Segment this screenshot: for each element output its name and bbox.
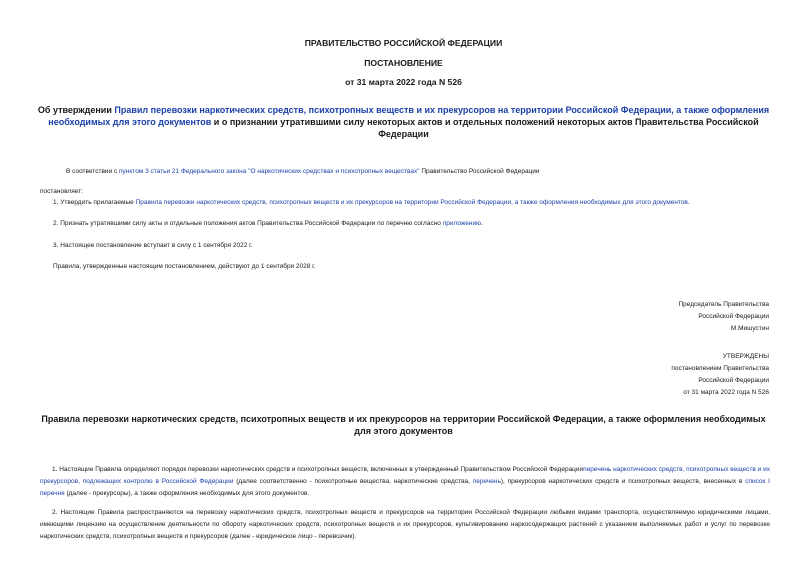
- federal-law-link[interactable]: пунктом 3 статьи 21 Федерального закона "О наркотических средствах и психотропных веществах": [119, 168, 420, 175]
- preamble: В соответствии с пунктом 3 статьи 21 Федерального закона "О наркотических средствах и психотропных веществах" Правительство Российской Федерации: [66, 168, 540, 175]
- validity-note: Правила, утвержденные настоящим постановлением, действуют до 1 сентября 2028 г.: [53, 263, 316, 270]
- decree-title-rules-link[interactable]: Правил перевозки наркотических средств, психотропных веществ и их прекурсоров на территории Российской Федерации, а также оформления необходимых для этого документов: [48, 105, 770, 127]
- rules-link[interactable]: Правила перевозки наркотических средств, психотропных веществ и их прекурсоров на территории Российской Федерации, а также оформления необходимых для этого документов: [135, 199, 688, 206]
- item-3: 3. Настоящее постановление вступает в силу с 1 сентября 2022 г.: [53, 242, 253, 249]
- approved-block: УТВЕРЖДЕНЫ постановлением Правительства Российской Федерации от 31 марта 2022 года N 526: [671, 353, 769, 396]
- rules-title: Правила перевозки наркотических средств, психотропных веществ и их прекурсоров на территории Российской Федерации, а также оформления необходимых для этого документов: [41, 414, 766, 436]
- signature-country: Российской Федерации: [698, 313, 769, 320]
- list-one-link[interactable]: список I перечня: [40, 477, 770, 497]
- header-date: от 31 марта 2022 года N 526: [345, 77, 462, 87]
- rules-para-2: 2. Настоящие Правила распространяются на перевозку наркотических средств, психотропных веществ и прекурсоров на территории Российской Федерации любыми видами транспорта, осуществляемую юридическими лицами, имеющими лицензию на осуществление деятельности по обороту наркотических средств, психотропных веществ и их прекурсоров, культивированию наркосодержащих растений с указанием выполняемых работ и услуг по перевозке наркотических средств, психотропных веществ и прекурсоров (далее - юридическое лицо - перевозчик).: [40, 509, 770, 540]
- header-doc-type: ПОСТАНОВЛЕНИЕ: [364, 58, 443, 68]
- postanovlyaet-label: постановляет:: [40, 188, 83, 195]
- signature-position: Председатель Правительства: [678, 301, 769, 308]
- approved-label: УТВЕРЖДЕНЫ: [722, 353, 769, 360]
- decree-title-suffix: и о признании утратившими силу некоторых актов и отдельных положений некоторых актов Правительства Российской Федерации: [211, 117, 759, 139]
- item-1: 1. Утвердить прилагаемые Правила перевозки наркотических средств, психотропных веществ и их прекурсоров на территории Российской Федерации, а также оформления необходимых для этого документов.: [53, 199, 690, 206]
- appendix-link[interactable]: приложению: [442, 220, 481, 227]
- item-2: 2. Признать утратившими силу акты и отдельные положения актов Правительства Российской Федерации по перечню согласно приложению.: [53, 220, 483, 227]
- signature-block: [678, 299, 769, 335]
- decree-title: [36, 104, 771, 140]
- rules-para-1: 1. Настоящие Правила определяют порядок перевозки наркотических средств и психотропных веществ, включенных в утвержденный Правительством Российской Федерацииперечень наркотических средств, психотропных веществ и их прекурсоров, подлежащих контролю в Российской Федерации (далее соответственно - психотропные вещества, наркотические средства, перечень), прекурсоров наркотических средств и психотропных веществ, внесенных в список I перечня (далее - прекурсоры), а также оформления необходимых для этого документов.: [40, 466, 770, 497]
- header-org: ПРАВИТЕЛЬСТВО РОССИЙСКОЙ ФЕДЕРАЦИИ: [304, 38, 503, 48]
- list-link[interactable]: перечень: [472, 477, 501, 485]
- narcotics-list-link[interactable]: перечень наркотических средств, психотропных веществ и их прекурсоров, подлежащих контролю в Российской Федерации: [40, 466, 770, 485]
- signature-name: М.Мишустин: [730, 325, 769, 332]
- decree-title-prefix: Об утверждении: [37, 105, 115, 115]
